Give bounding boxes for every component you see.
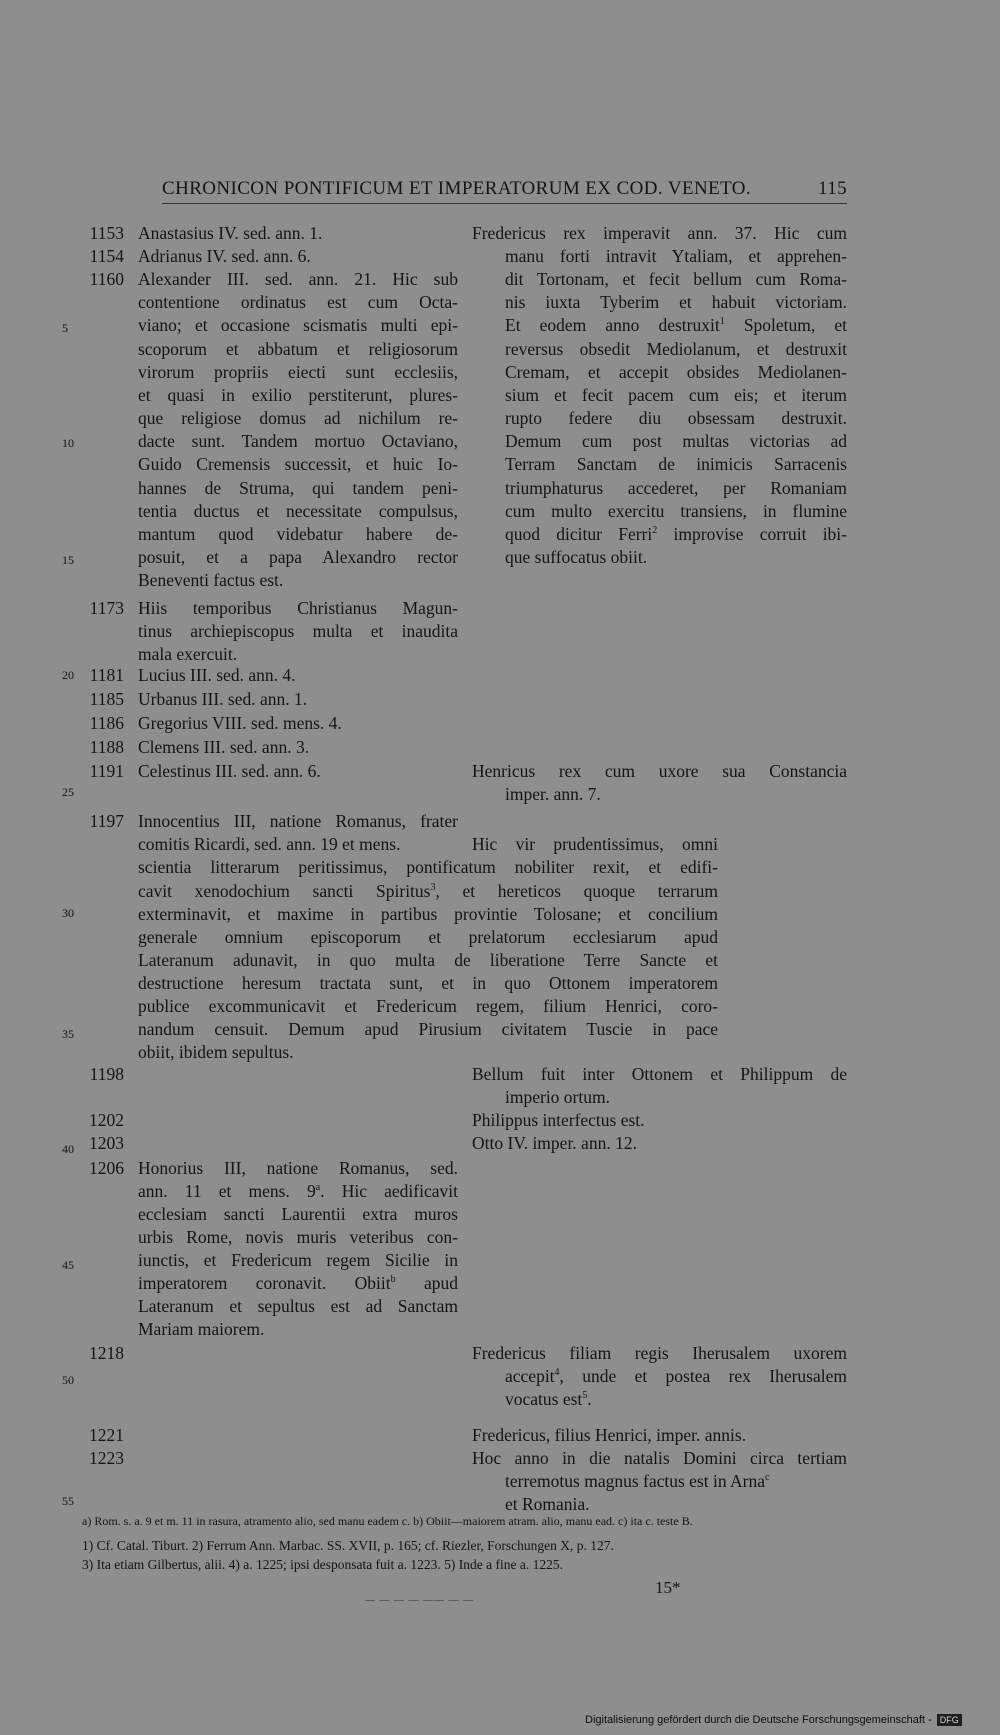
right-text-line: imper. ann. 7. xyxy=(505,784,601,804)
line-number: 15 xyxy=(62,553,74,567)
right-text-line: Philippus interfectus est. xyxy=(472,1110,645,1130)
right-text-line: triumphaturus accederet, per Romaniam xyxy=(505,478,847,498)
print-dashes: — — — — —— — — xyxy=(365,1595,474,1606)
running-header xyxy=(162,178,847,200)
year-label: 1198 xyxy=(89,1064,124,1084)
right-text-line: Otto IV. imper. ann. 12. xyxy=(472,1133,637,1153)
left-text-line: mantum quod videbatur habere de- xyxy=(138,524,458,544)
left-text-line: viano; et occasione scismatis multi epi- xyxy=(138,315,458,335)
right-text-line: nis iuxta Tyberim et habuit victoriam. xyxy=(505,292,847,312)
year-label: 1173 xyxy=(89,598,124,618)
year-label: 1153 xyxy=(89,223,124,243)
footnote-line: 1) Cf. Catal. Tiburt. 2) Ferrum Ann. Marbac. SS. XVII, p. 165; cf. Riezler, Forschungen X, p. 127. xyxy=(82,1538,614,1553)
right-text-line: Fredericus rex imperavit ann. 37. Hic cum xyxy=(472,223,847,243)
right-text-line: imperio ortum. xyxy=(505,1087,610,1107)
year-label: 1181 xyxy=(89,665,124,685)
left-text-line: Hiis temporibus Christianus Magun- xyxy=(138,598,458,618)
left-text-line: Innocentius III, natione Romanus, frater xyxy=(138,811,458,831)
left-text-line: ecclesiam sancti Laurentii extra muros xyxy=(138,1204,458,1224)
page-number: 115 xyxy=(818,178,847,199)
year-label: 1202 xyxy=(89,1110,124,1130)
year-label: 1197 xyxy=(89,811,124,831)
year-label: 1191 xyxy=(89,761,124,781)
year-label: 1186 xyxy=(89,713,124,733)
year-label: 1203 xyxy=(89,1133,124,1153)
wide-text-line: obiit, ibidem sepultus. xyxy=(138,1042,294,1062)
right-text-line: Bellum fuit inter Ottonem et Philippum de xyxy=(472,1064,847,1084)
left-text-line: imperatorem coronavit. Obiit$^b$ apud xyxy=(138,1273,458,1293)
left-text-line: Beneventi factus est. xyxy=(138,570,284,590)
right-text-line: accepit$^4$, unde et postea rex Iherusalem xyxy=(505,1366,847,1386)
year-label: 1160 xyxy=(89,269,124,289)
left-text-line: Urbanus III. sed. ann. 1. xyxy=(138,689,308,709)
left-text-line: comitis Ricardi, sed. ann. 19 et mens. xyxy=(138,834,401,854)
left-text-line: iunctis, et Fredericum regem Sicilie in xyxy=(138,1250,458,1270)
left-text-line: Anastasius IV. sed. ann. 1. xyxy=(138,223,323,243)
left-text-line: virorum propriis eiecti sunt ecclesiis, xyxy=(138,362,458,382)
left-text-line: posuit, et a papa Alexandro rector xyxy=(138,547,458,567)
right-text-line: Hoc anno in die natalis Domini circa tertiam xyxy=(472,1448,847,1468)
funding-text: Digitalisierung gefördert durch die Deutsche Forschungsgemeinschaft - xyxy=(585,1714,932,1726)
right-text-line: Fredericus, filius Henrici, imper. annis. xyxy=(472,1425,747,1445)
left-text-line: Mariam maiorem. xyxy=(138,1319,265,1339)
critical-apparatus: a) Rom. s. a. 9 et m. 11 in rasura, atramento alio, sed manu eadem c. b) Obiit—maiorem atram. alio, manu ead. c) ita c. teste B. xyxy=(82,1514,693,1528)
wide-text-line: Hic vir prudentissimus, omni xyxy=(472,834,718,854)
line-number: 25 xyxy=(62,785,74,799)
right-text-line: et Romania. xyxy=(505,1494,590,1514)
right-text-line: Et eodem anno destruxit$^1$ Spoletum, et xyxy=(505,315,847,335)
left-text-line: ann. 11 et mens. 9$^a$. Hic aedificavit xyxy=(138,1181,458,1201)
right-text-line: cum multo exercitu transiens, in flumine xyxy=(505,501,847,521)
wide-text-line: generale omnium episcoporum et prelatorum ecclesiarum apud xyxy=(138,927,718,947)
signature-mark: 15* xyxy=(655,1578,681,1597)
line-number: 40 xyxy=(62,1142,74,1156)
left-text-line: Honorius III, natione Romanus, sed. xyxy=(138,1158,458,1178)
left-text-line: scoporum et abbatum et religiosorum xyxy=(138,339,458,359)
funding-banner xyxy=(585,1714,962,1726)
left-text-line: hannes de Struma, qui tandem peni- xyxy=(138,478,458,498)
line-number: 45 xyxy=(62,1258,74,1272)
right-text-line: reversus obsedit Mediolanum, et destruxit xyxy=(505,339,847,359)
left-text-line: Guido Cremensis successit, et huic Io- xyxy=(138,454,458,474)
left-text-line: mala exercuit. xyxy=(138,644,238,664)
left-text-line: dacte sunt. Tandem mortuo Octaviano, xyxy=(138,431,458,451)
left-text-line: que religiose domus ad nichilum re- xyxy=(138,408,458,428)
year-label: 1154 xyxy=(89,246,124,266)
left-text-line: Adrianus IV. sed. ann. 6. xyxy=(138,246,311,266)
left-text-line: tinus archiepiscopus multa et inaudita xyxy=(138,621,458,641)
left-text-line: Lateranum et sepultus est ad Sanctam xyxy=(138,1296,458,1316)
right-text-line: vocatus est$^5$. xyxy=(505,1389,592,1409)
line-number: 20 xyxy=(62,668,74,682)
right-text-line: sium et fecit pacem cum eis; et iterum xyxy=(505,385,847,405)
line-number: 35 xyxy=(62,1027,74,1041)
year-label: 1221 xyxy=(89,1425,124,1445)
right-text-line: manu forti intravit Ytaliam, et apprehen- xyxy=(505,246,847,266)
left-text-line: urbis Rome, novis muris veteribus con- xyxy=(138,1227,458,1247)
right-text-line: dit Tortonam, et fecit bellum cum Roma- xyxy=(505,269,847,289)
dfg-logo: DFG xyxy=(937,1714,962,1726)
header-rule xyxy=(162,203,847,204)
wide-text-line: destructione heresum tractata sunt, et in quo Ottonem imperatorem xyxy=(138,973,718,993)
left-text-line: contentione ordinatus est cum Octa- xyxy=(138,292,458,312)
left-text-line: Gregorius VIII. sed. mens. 4. xyxy=(138,713,342,733)
left-text-line: Celestinus III. sed. ann. 6. xyxy=(138,761,321,781)
wide-text-line: nandum censuit. Demum apud Pirusium civitatem Tuscie in pace xyxy=(138,1019,718,1039)
line-number: 55 xyxy=(62,1494,74,1508)
wide-text-line: scientia litterarum peritissimus, pontificatum nobiliter rexit, et edifi- xyxy=(138,857,718,877)
footnote-line: 3) Ita etiam Gilbertus, alii. 4) a. 1225; ipsi desponsata fuit a. 1223. 5) Inde a fine a. 1225. xyxy=(82,1557,564,1572)
year-label: 1223 xyxy=(89,1448,124,1468)
right-text-line: Terram Sanctam de inimicis Sarracenis xyxy=(505,454,847,474)
right-text-line: quod dicitur Ferri$^2$ improvise corruit ibi- xyxy=(505,524,847,544)
left-text-line: tentia ductus et necessitate compulsus, xyxy=(138,501,458,521)
right-text-line: Fredericus filiam regis Iherusalem uxorem xyxy=(472,1343,847,1363)
wide-text-line: exterminavit, et maxime in partibus provintie Tolosane; et concilium xyxy=(138,904,718,924)
left-text-line: Alexander III. sed. ann. 21. Hic sub xyxy=(138,269,458,289)
line-number: 10 xyxy=(62,436,74,450)
right-text-line: Henricus rex cum uxore sua Constancia xyxy=(472,761,847,781)
wide-text-line: cavit xenodochium sancti Spiritus$^3$, et hereticos quoque terrarum xyxy=(138,881,718,901)
line-number: 30 xyxy=(62,906,74,920)
right-text-line: terremotus magnus factus est in Arna$^c$ xyxy=(505,1471,770,1491)
left-text-line: et quasi in exilio perstiterunt, plures- xyxy=(138,385,458,405)
line-number: 5 xyxy=(62,321,68,335)
year-label: 1185 xyxy=(89,689,124,709)
year-label: 1188 xyxy=(89,737,124,757)
year-label: 1206 xyxy=(89,1158,124,1178)
right-text-line: que suffocatus obiit. xyxy=(505,547,648,567)
right-text-line: Cremam, et accepit obsides Mediolanen- xyxy=(505,362,847,382)
right-text-line: rupto federe diu obsessam destruxit. xyxy=(505,408,847,428)
running-title: CHRONICON PONTIFICUM ET IMPERATORUM EX COD. VENETO. xyxy=(162,178,752,199)
wide-text-line: publice excommunicavit et Fredericum regem, filium Henrici, coro- xyxy=(138,996,718,1016)
left-text-line: Clemens III. sed. ann. 3. xyxy=(138,737,310,757)
line-number: 50 xyxy=(62,1373,74,1387)
year-label: 1218 xyxy=(89,1343,124,1363)
wide-text-line: Lateranum adunavit, in quo multa de liberatione Terre Sancte et xyxy=(138,950,718,970)
right-text-line: Demum cum post multas victorias ad xyxy=(505,431,847,451)
left-text-line: Lucius III. sed. ann. 4. xyxy=(138,665,296,685)
